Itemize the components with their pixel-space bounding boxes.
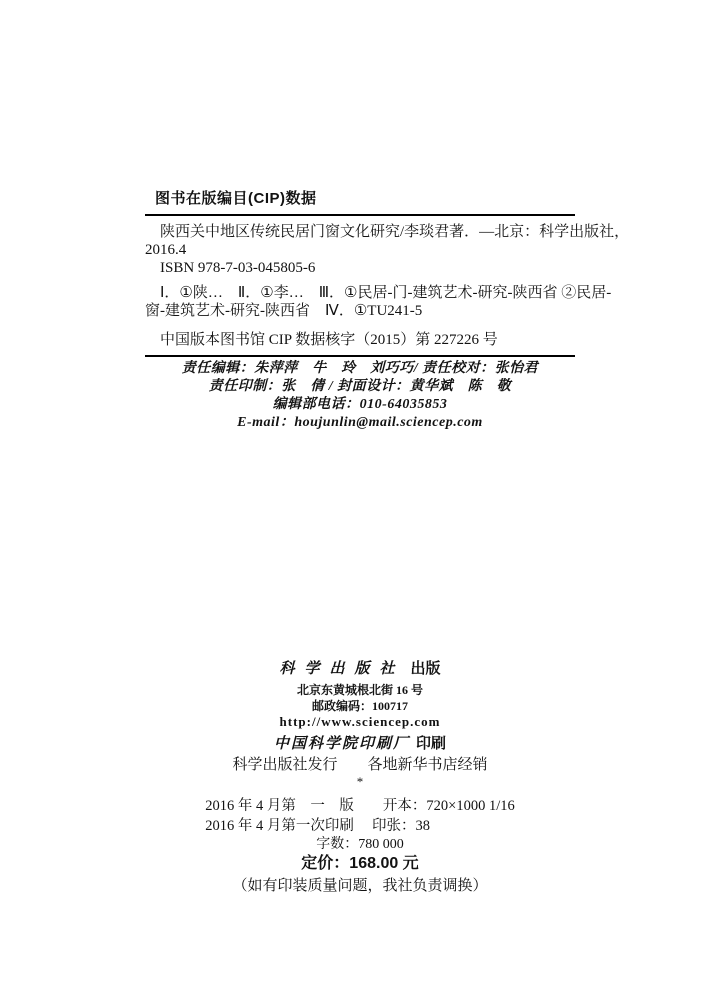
printer-role-label: 印刷 [416, 735, 447, 752]
colophon-section [0, 660, 720, 895]
staff-email-line: E-mail：houjunlin@mail.sciencep.com [237, 415, 483, 430]
price-line: 定价：168.00 元 [301, 855, 419, 872]
printing-line: 2016 年 4 月第一次印刷 印张：38 [205, 818, 431, 834]
staff-phone-line: 编辑部电话：010-64035853 [272, 397, 448, 412]
edition-info-block [205, 796, 514, 836]
staff-section [145, 360, 575, 432]
edition-line: 2016 年 4 月第 一 版 开本：720×1000 1/16 [205, 798, 515, 814]
staff-production-line: 责任印制：张 倩 / 封面设计：黄华斌 陈 敬 [208, 379, 512, 394]
website-line: http://www.sciencep.com [279, 714, 441, 729]
cip-title-line: 陕西关中地区传统民居门窗文化研究/李琰君著．—北京：科学出版社， [160, 224, 630, 240]
staff-editors-line: 责任编辑：朱萍萍 牛 玲 刘巧巧/ 责任校对：张怡君 [181, 361, 539, 376]
cip-year-line: 2016.4 [145, 242, 187, 258]
cip-record-line: 中国版本图书馆 CIP 数据核字（2015）第 227226 号 [160, 332, 498, 348]
printer-name: 中国科学院印刷厂 [273, 736, 410, 752]
publisher-role-label: 出版 [410, 660, 441, 677]
publisher-name: 科学出版社 [279, 661, 405, 677]
cip-heading: 图书在版编目(CIP)数据 [155, 190, 317, 207]
cip-body [145, 216, 630, 349]
cip-section [145, 190, 630, 357]
separator-star: * [356, 774, 364, 789]
publisher-address-line: 北京东黄城根北街 16 号 [296, 683, 423, 697]
distribution-line: 科学出版社发行 各地新华书店经销 [232, 757, 488, 773]
cip-class-line-2: 窗-建筑艺术-研究-陕西省 Ⅳ．①TU241-5 [145, 303, 423, 319]
cip-rule-bottom [145, 355, 575, 357]
cip-class-line-1: Ⅰ．①陕… Ⅱ．①李… Ⅲ．①民居-门-建筑艺术-研究-陕西省 ②民居- [160, 285, 612, 301]
postal-code-line: 邮政编码：100717 [311, 699, 408, 713]
publisher-line [0, 660, 720, 678]
word-count-line: 字数：780 000 [316, 837, 404, 852]
cip-isbn-line: ISBN 978-7-03-045805-6 [160, 260, 316, 276]
quality-notice-line: （如有印装质量问题，我社负责调换） [232, 878, 488, 894]
printer-line [0, 735, 720, 753]
